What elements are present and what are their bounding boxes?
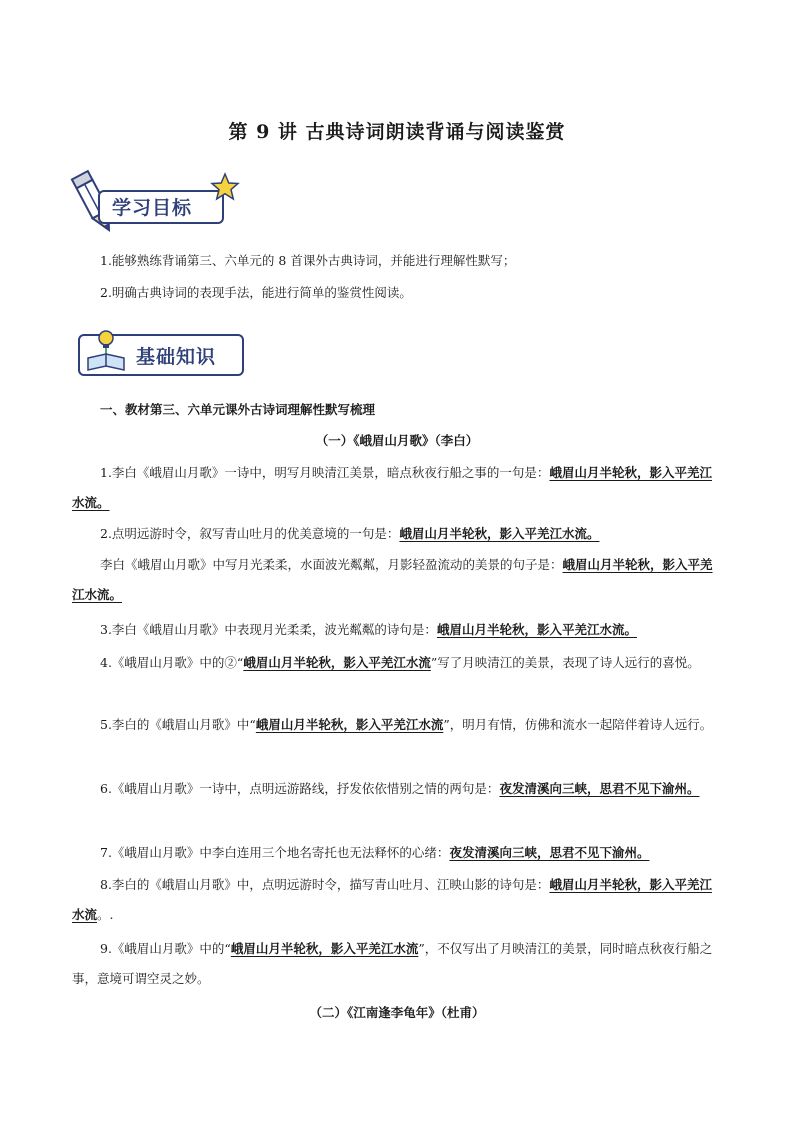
answer-text: 峨眉山月半轮秋，影入平羌江水流 — [255, 717, 444, 732]
question-item: 1.李白《峨眉山月歌》一诗中，明写月映清江美景，暗点秋夜行船之事的一句是：峨眉山月半轮秋，影入平羌江水流。 — [72, 465, 712, 510]
book-icon — [84, 328, 128, 374]
answer-text: 峨眉山月半轮秋，影入平羌江水流 — [72, 877, 712, 922]
question-item: 8.李白的《峨眉山月歌》中，点明远游时令，描写青山吐月、江映山影的诗句是：峨眉山月半轮秋，影入平羌江水流。. — [72, 877, 712, 922]
basic-knowledge-banner — [74, 326, 246, 378]
section-heading: 一、教材第三、六单元课外古诗词理解性默写梳理 — [100, 402, 376, 417]
goal-item: 2.明确古典诗词的表现手法，能进行简单的鉴赏性阅读。 — [100, 285, 412, 300]
page-title: 第 9 讲 古典诗词朗读背诵与阅读鉴赏 — [228, 121, 566, 143]
answer-text: 峨眉山月半轮秋，影入平羌江水流 — [230, 941, 419, 956]
poem-subheading: （二）《江南逢李龟年》（杜甫） — [309, 1005, 485, 1020]
basic-knowledge-label: 基础知识 — [136, 346, 217, 368]
question-item: 2.点明远游时令，叙写青山吐月的优美意境的一句是：峨眉山月半轮秋，影入平羌江水流。 — [100, 526, 600, 541]
learning-goals-banner — [68, 168, 238, 238]
question-item: 6.《峨眉山月歌》一诗中，点明远游路线，抒发依依惜别之情的两句是：夜发清溪向三峡，思君不见下渝州。 — [100, 781, 700, 796]
answer-text: 峨眉山月半轮秋，影入平羌江水流。 — [72, 557, 713, 602]
question-item: 5.李白的《峨眉山月歌》中“峨眉山月半轮秋，影入平羌江水流”，明月有情，仿佛和流水一起陪伴着诗人远行。 — [100, 717, 713, 732]
star-icon — [210, 172, 240, 202]
question-item: 7.《峨眉山月歌》中李白连用三个地名寄托也无法释怀的心绪：夜发清溪向三峡，思君不见下渝州。 — [100, 845, 650, 860]
learning-goals-label: 学习目标 — [112, 197, 193, 219]
poem-subheading: （一）《峨眉山月歌》（李白） — [315, 433, 479, 448]
answer-text: 夜发清溪向三峡，思君不见下渝州。 — [449, 845, 650, 860]
goal-item: 1.能够熟练背诵第三、六单元的 8 首课外古典诗词，并能进行理解性默写； — [100, 253, 516, 268]
answer-text: 峨眉山月半轮秋，影入平羌江水流。 — [72, 465, 712, 510]
lightbulb-icon — [99, 331, 113, 345]
question-item: 9.《峨眉山月歌》中的“峨眉山月半轮秋，影入平羌江水流”，不仅写出了月映清江的美景，同时暗点秋夜行船之事，意境可谓空灵之妙。 — [72, 941, 713, 986]
question-item: 4.《峨眉山月歌》中的②“峨眉山月半轮秋，影入平羌江水流”写了月映清江的美景，表现了诗人远行的喜悦。 — [100, 655, 700, 670]
answer-text: 峨眉山月半轮秋，影入平羌江水流。 — [399, 526, 600, 541]
answer-text: 夜发清溪向三峡，思君不见下渝州。 — [499, 781, 700, 796]
question-item: 3.李白《峨眉山月歌》中表现月光柔柔，波光粼粼的诗句是：峨眉山月半轮秋，影入平羌江水流。 — [100, 622, 637, 637]
question-item: 李白《峨眉山月歌》中写月光柔柔，水面波光粼粼，月影轻盈流动的美景的句子是：峨眉山月半轮秋，影入平羌江水流。 — [72, 557, 713, 602]
answer-text: 峨眉山月半轮秋，影入平羌江水流。 — [436, 622, 637, 637]
answer-text: 峨眉山月半轮秋，影入平羌江水流 — [243, 655, 431, 670]
